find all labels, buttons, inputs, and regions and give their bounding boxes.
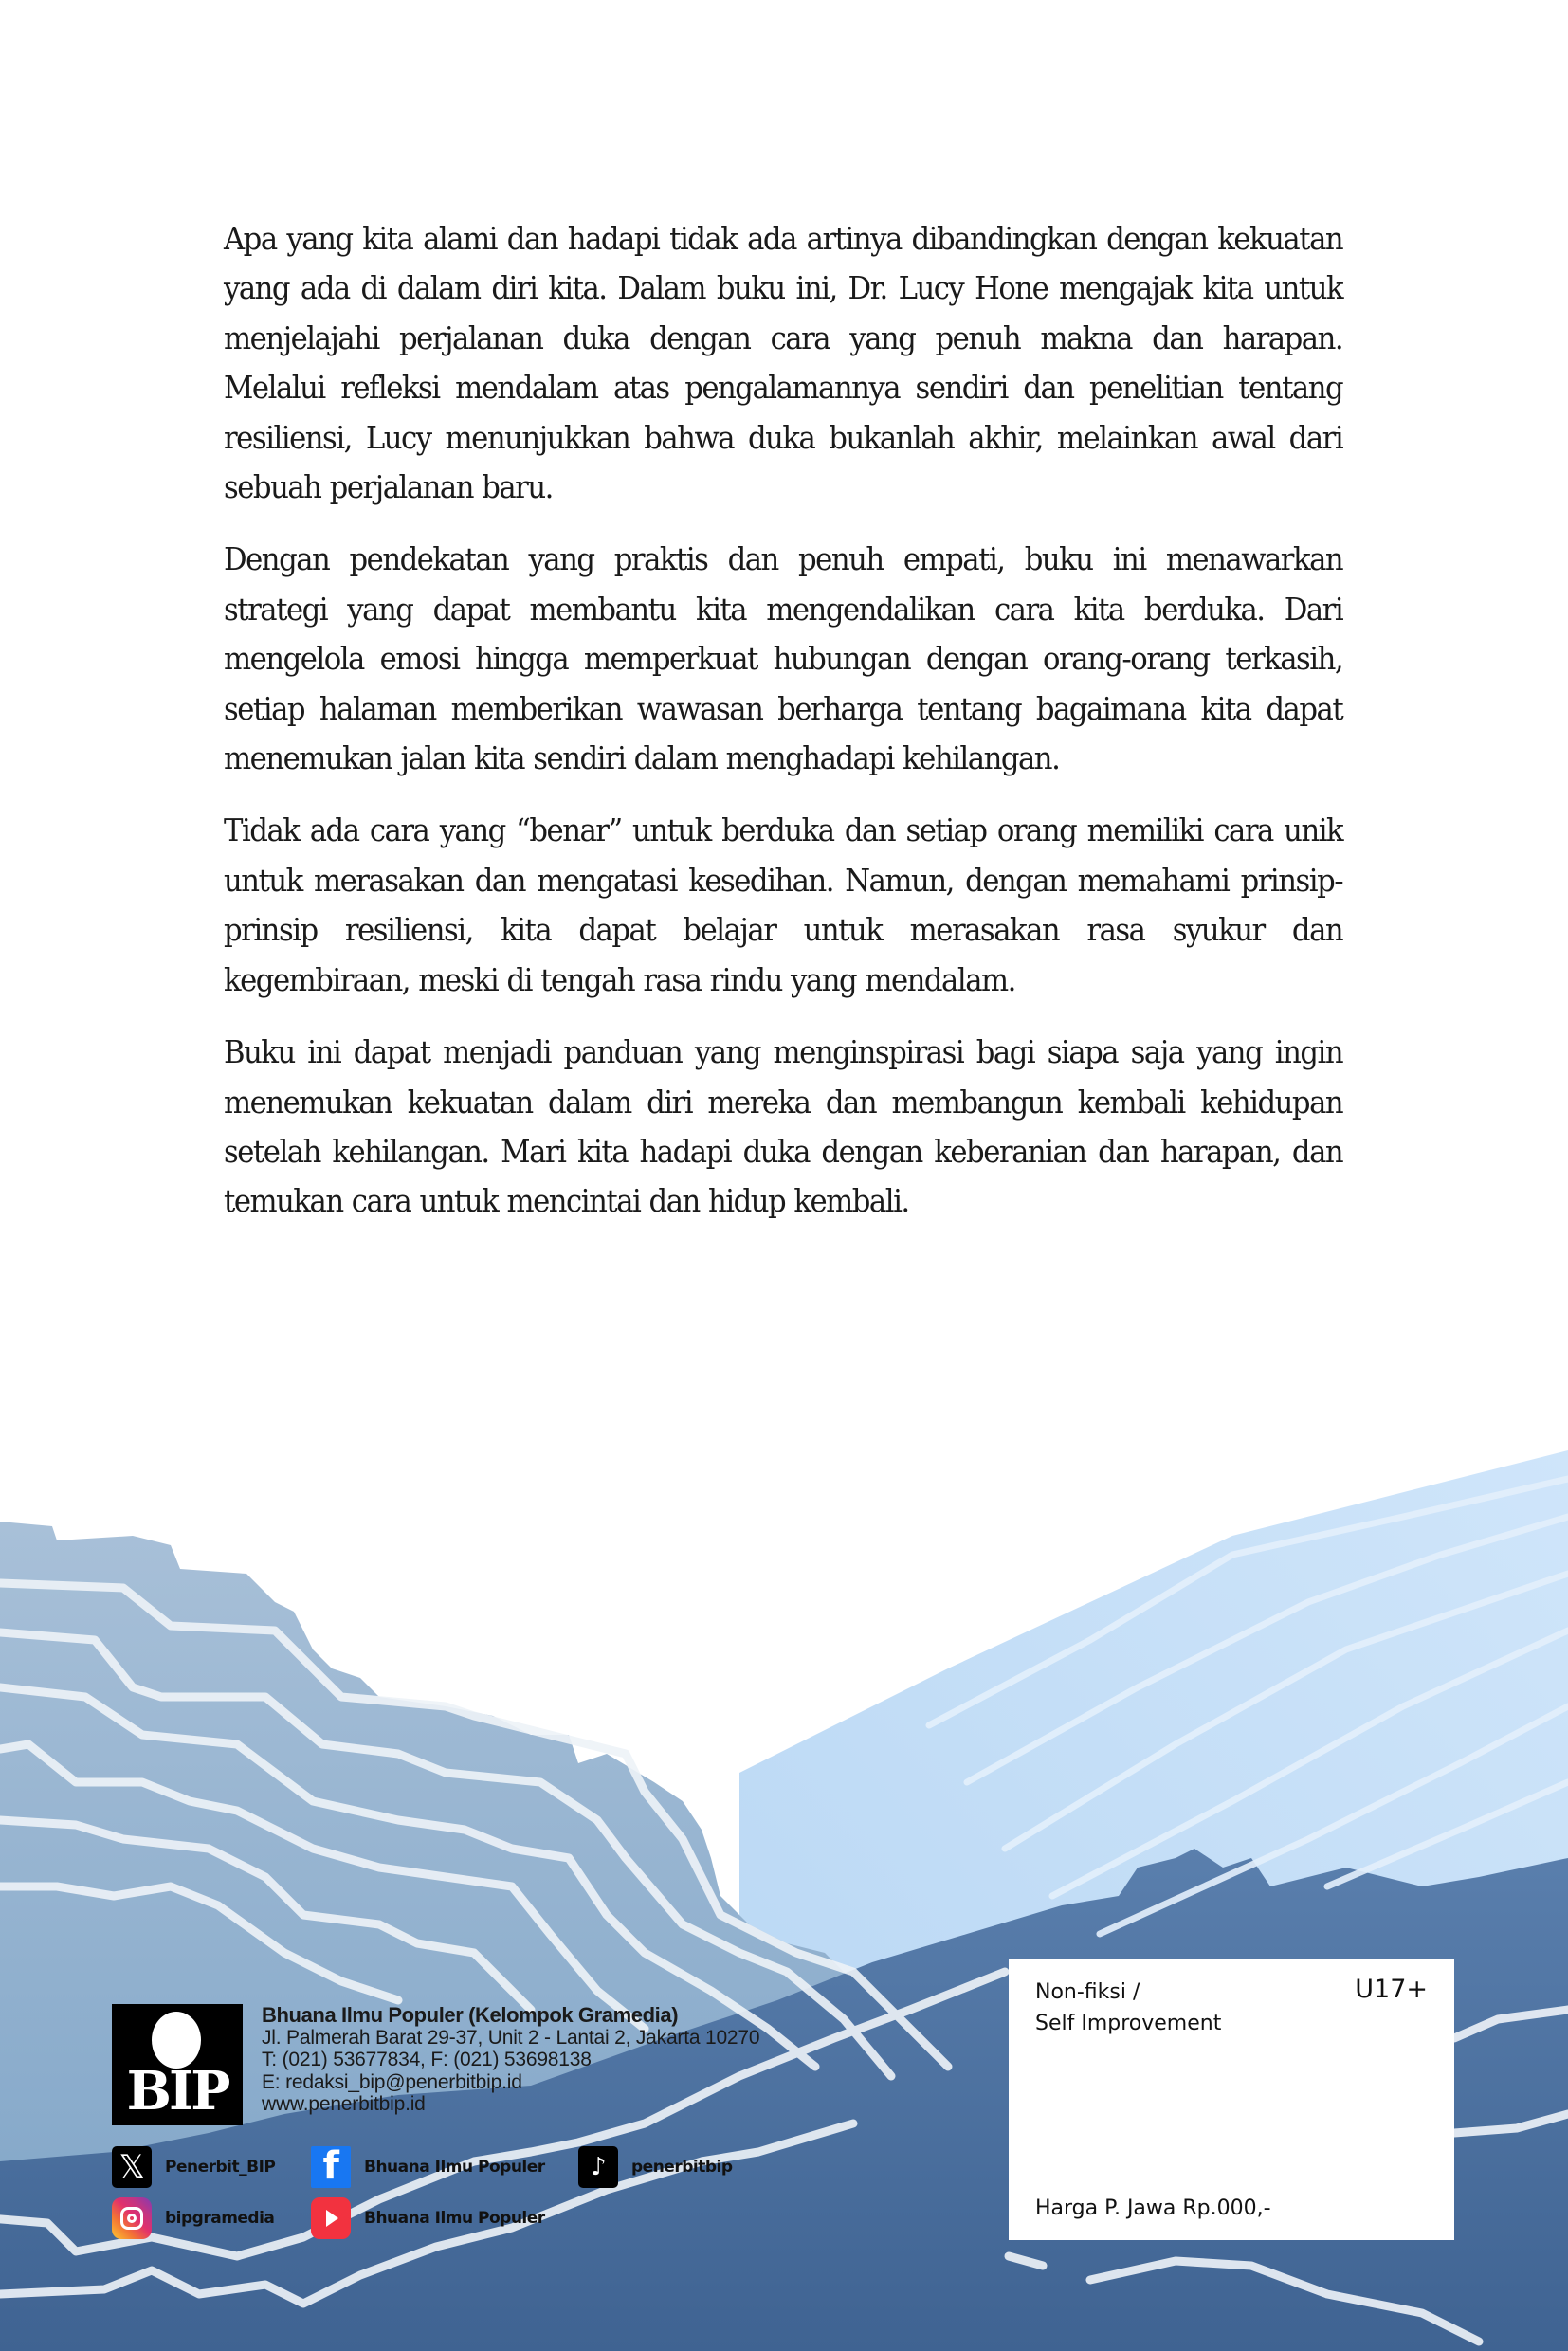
social-handle: Bhuana Ilmu Populer [364,2158,545,2177]
age-rating: U17+ [1355,1975,1428,2004]
category-line-1: Non-fiksi / [1035,1980,1140,2004]
price-box [1009,1959,1454,2240]
logo-text: BIP [126,2060,228,2123]
category-line-2: Self Improvement [1035,2012,1222,2035]
social-facebook[interactable] [311,2146,545,2188]
x-icon: 𝕏 [112,2146,152,2188]
social-handle: Bhuana Ilmu Populer [364,2209,545,2228]
publisher-block [112,2004,759,2125]
social-handle: penerbitbip [631,2158,733,2177]
price-label: Harga P. Jawa Rp.000,- [1035,2196,1271,2220]
social-instagram[interactable] [112,2197,274,2239]
facebook-icon: f [311,2146,351,2188]
blurb-paragraph: Apa yang kita alami dan hadapi tidak ada artinya dibandingkan dengan kekuatan yang ada di dalam diri kita. Dalam buku ini, Dr. Lucy Hone mengajak kita untuk menjelajahi perjalanan duka dengan cara yang penuh makna dan harapan. Melalui refleksi mendalam atas pengalamannya sendiri dan penelitian tentang resiliensi, Lucy menunjukkan bahwa duka bukanlah akhir, melainkan awal dari sebuah perjalanan baru. [224,220,1343,506]
publisher-phone: T: (021) 53677834, F: (021) 53698138 [262,2049,592,2070]
blurb-paragraph: Tidak ada cara yang “benar” untuk berduka dan setiap orang memiliki cara unik untuk merasakan dan mengatasi kesedihan. Namun, dengan memahami prinsip-prinsip resiliensi, kita dapat belajar untuk merasakan rasa syukur dan kegembiraan, meski di tengah rasa rindu yang mendalam. [224,811,1343,998]
publisher-website[interactable]: www.penerbitbip.id [262,2093,426,2115]
publisher-email[interactable]: E: redaksi_bip@penerbitbip.id [262,2070,522,2093]
social-handle: Penerbit_BIP [165,2158,276,2177]
instagram-icon [112,2197,152,2239]
book-category [1035,1977,1221,2039]
blurb-paragraph: Buku ini dapat menjadi panduan yang menginspirasi bagi siapa saja yang ingin menemukan kekuatan dalam diri mereka dan membangun kembali kehidupan setelah kehilangan. Mari kita hadapi duka dengan keberanian dan harapan, dan temukan cara untuk mencintai dan hidup kembali. [224,1033,1343,1220]
blurb-paragraph: Dengan pendekatan yang praktis dan penuh empati, buku ini menawarkan strategi yang dapat membantu kita mengendalikan cara kita berduka. Dari mengelola emosi hingga memperkuat hubungan dengan orang-orang terkasih, setiap halaman memberikan wawasan berharga tentang bagaimana kita dapat menemukan jalan kita sendiri dalam menghadapi kehilangan. [224,540,1343,777]
publisher-name: Bhuana Ilmu Populer (Kelompok Gramedia) [262,2003,679,2027]
tiktok-icon: ♪ [578,2146,618,2188]
social-tiktok[interactable] [578,2146,733,2188]
youtube-icon [311,2197,351,2239]
publisher-info [262,2004,759,2125]
social-youtube[interactable] [311,2197,545,2239]
social-handle: bipgramedia [165,2209,275,2228]
back-cover-blurb [224,214,1342,1249]
publisher-address: Jl. Palmerah Barat 29-37, Unit 2 - Lantai 2, Jakarta 10270 [262,2026,760,2049]
bip-logo [112,2004,243,2125]
social-x[interactable] [112,2146,275,2188]
